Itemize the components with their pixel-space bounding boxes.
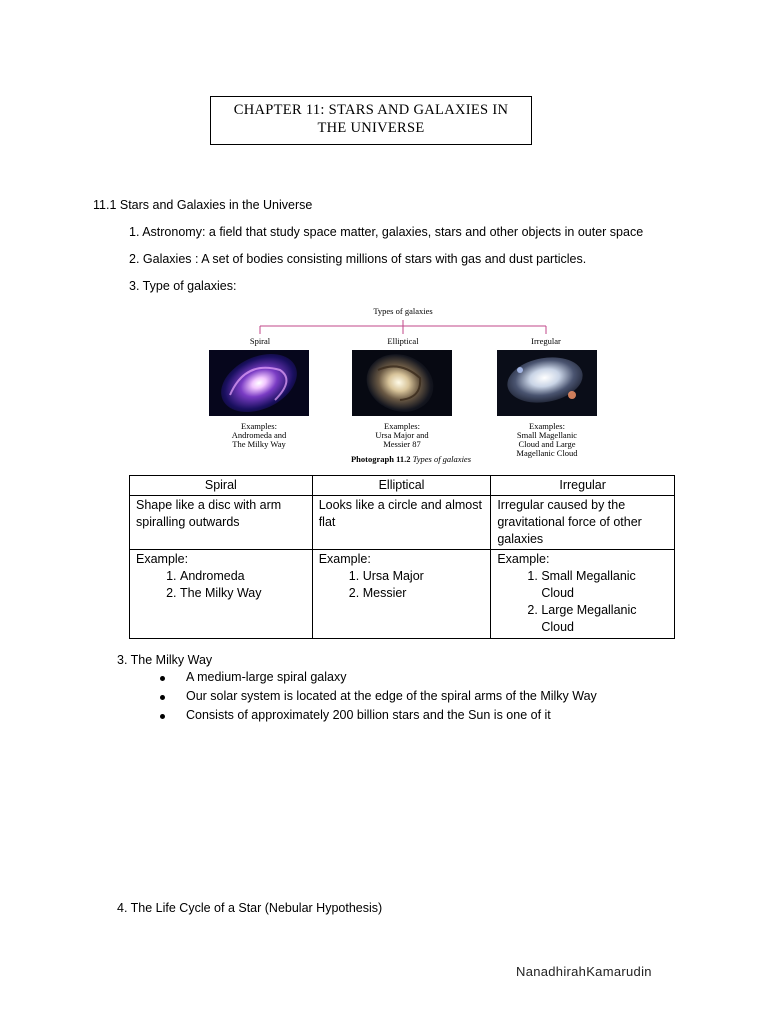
section-heading: 11.1 Stars and Galaxies in the Universe — [93, 198, 313, 212]
table-header-row — [130, 476, 675, 496]
elliptical-galaxy-image — [352, 345, 452, 421]
list-item: 2. The Milky Way — [180, 585, 306, 602]
diagram-root-label: Types of galaxies — [373, 306, 433, 316]
life-cycle-heading: 4. The Life Cycle of a Star (Nebular Hypothesis) — [117, 901, 383, 915]
table-row — [130, 496, 675, 550]
diagram-irregular-examples: Examples: Small Magellanic Cloud and Large Magellanic Cloud — [516, 421, 578, 458]
header-irregular: Irregular — [491, 476, 675, 496]
galaxy-table — [129, 475, 675, 639]
chapter-title-line2: THE UNIVERSE — [317, 120, 425, 136]
diagram-caption: Photograph 11.2 Types of galaxies — [350, 454, 472, 464]
desc-irregular: Irregular caused by the gravitational force of other galaxies — [491, 496, 675, 550]
chapter-title-line1: CHAPTER 11: STARS AND GALAXIES IN — [233, 102, 509, 118]
header-elliptical: Elliptical — [312, 476, 491, 496]
diagram-irregular-label: Irregular — [531, 336, 561, 346]
types-of-galaxies-diagram — [200, 300, 610, 465]
milky-way-heading: 3. The Milky Way — [117, 653, 213, 667]
spiral-galaxy-image — [209, 343, 309, 424]
examples-elliptical: Example: 1. Ursa Major 2. Messier — [312, 550, 491, 639]
bullet-icon — [160, 695, 165, 700]
examples-spiral: Example: 1. Andromeda 2. The Milky Way — [130, 550, 313, 639]
diagram-elliptical-examples: Examples: Ursa Major and Messier 87 — [375, 421, 429, 449]
chapter-title-box — [210, 96, 532, 145]
bullet-icon — [160, 714, 165, 719]
item-astronomy: 1. Astronomy: a field that study space matter, galaxies, stars and other objects in outer space — [129, 225, 644, 239]
diagram-elliptical-label: Elliptical — [387, 336, 419, 346]
header-spiral: Spiral — [130, 476, 313, 496]
item-types-of-galaxies: 3. Type of galaxies: — [129, 279, 237, 293]
list-item: 1. Andromeda — [180, 568, 306, 585]
bullet-icon — [160, 676, 165, 681]
list-item: 1. Small Megallanic Cloud — [541, 568, 668, 602]
diagram-spiral-examples: Examples: Andromeda and The Milky Way — [231, 421, 287, 449]
desc-spiral: Shape like a disc with arm spiralling outwards — [130, 496, 313, 550]
author-footer: NanadhirahKamarudin — [516, 964, 652, 979]
list-item: 2. Messier — [363, 585, 485, 602]
list-item: 2. Large Megallanic Cloud — [541, 602, 668, 636]
examples-irregular: Example: 1. Small Megallanic Cloud 2. Large Megallanic Cloud — [491, 550, 675, 639]
diagram-spiral-label: Spiral — [249, 336, 271, 346]
item-galaxies: 2. Galaxies : A set of bodies consisting millions of stars with gas and dust particles. — [129, 252, 587, 266]
list-item: 1. Ursa Major — [363, 568, 485, 585]
desc-elliptical: Looks like a circle and almost flat — [312, 496, 491, 550]
irregular-galaxy-image — [497, 350, 597, 416]
table-row — [130, 550, 675, 639]
